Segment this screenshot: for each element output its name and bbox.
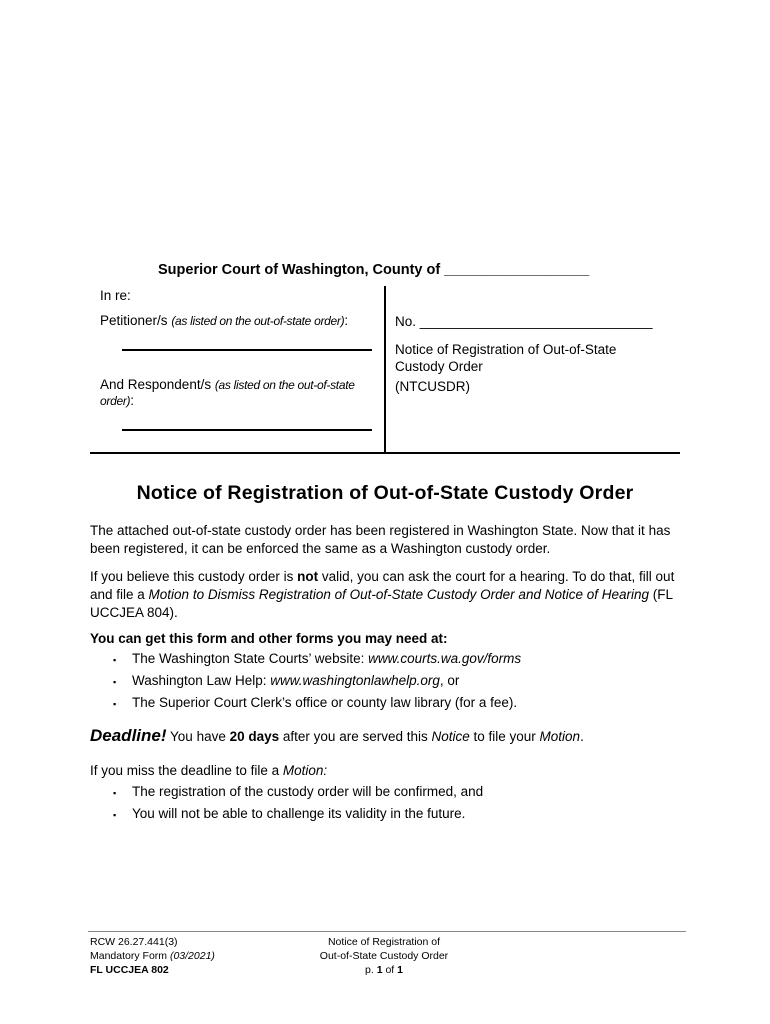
bullet-icon: ▪	[113, 677, 117, 687]
courts-website-link[interactable]: www.courts.wa.gov/forms	[368, 651, 522, 666]
page-current: 1	[376, 964, 383, 976]
list-item-text: The Superior Court Clerk’s office or county law library (for a fee).	[131, 695, 518, 710]
intro-paragraph	[90, 522, 682, 558]
hearing-line-1	[90, 568, 682, 586]
intro-line-1: The attached out-of-state custody order has been registered in Washington State. Now that it has	[90, 523, 671, 538]
motion-form-title: Motion to Dismiss Registration of Out-of-State Custody Order and Notice of Hearing	[148, 587, 650, 602]
intro-line-2: been registered, it can be enforced the same as a Washington custody order.	[90, 541, 551, 556]
deadline-line	[90, 726, 584, 746]
bullet-icon: ▪	[113, 655, 117, 665]
footer-center	[284, 935, 484, 977]
respondent-label: And Respondent/s	[100, 377, 212, 392]
list-item	[113, 806, 465, 821]
deadline-notice: Notice	[431, 729, 470, 744]
respondent-colon: :	[130, 393, 134, 408]
hearing-paragraph	[90, 568, 682, 622]
list-item-text: Washington Law Help:	[131, 673, 271, 688]
document-code: (NTCUSDR)	[395, 379, 470, 394]
respondent-note-2: order)	[100, 394, 131, 408]
footer-mandatory-label: Mandatory Form	[90, 950, 170, 962]
respondent-note-line-2	[100, 393, 134, 408]
list-item-text: The Washington State Courts’ website:	[131, 651, 369, 666]
deadline-text-e: to file your	[469, 729, 540, 744]
footer-doc-name-2: Out-of-State Custody Order	[319, 950, 449, 962]
deadline-label: Deadline!	[90, 726, 167, 745]
petitioner-note: (as listed on the out-of-state order)	[171, 314, 345, 328]
document-name-line-2: Custody Order	[395, 359, 483, 374]
hearing-text-e: (FL	[649, 587, 674, 602]
list-item	[113, 784, 483, 799]
forms-heading: You can get this form and other forms you may need at:	[90, 631, 448, 646]
hearing-text-c: valid, you can ask the court for a hearing. To do that, fill out	[318, 569, 675, 584]
footer-doc-name-1: Notice of Registration of	[327, 936, 441, 948]
hearing-text-d: and file a	[90, 587, 149, 602]
lawhelp-website-link[interactable]: www.washingtonlawhelp.org	[270, 673, 440, 688]
deadline-period: .	[580, 729, 584, 744]
deadline-motion: Motion	[539, 729, 581, 744]
list-item-text: You will not be able to challenge its validity in the future.	[131, 806, 466, 821]
bullet-icon: ▪	[113, 810, 117, 820]
hearing-text-a: If you believe this custody order is	[90, 569, 298, 584]
caption-vertical-divider	[384, 286, 386, 453]
footer-mandatory	[90, 949, 215, 963]
miss-deadline-intro	[90, 763, 327, 778]
miss-text-a: If you miss the deadline to file a	[90, 763, 283, 778]
page-total: 1	[397, 964, 403, 976]
page-prefix: p.	[365, 964, 377, 976]
list-item-suffix: , or	[439, 673, 460, 688]
hearing-text-not: not	[297, 569, 319, 584]
respondent-name-line[interactable]	[122, 429, 372, 431]
footer-left	[90, 935, 215, 977]
petitioner-colon: :	[344, 313, 349, 328]
document-name-line-1: Notice of Registration of Out-of-State	[395, 342, 617, 357]
page-title: Notice of Registration of Out-of-State Custody Order	[136, 482, 634, 504]
court-heading: Superior Court of Washington, County of __________________	[158, 262, 590, 278]
list-item	[113, 651, 521, 666]
list-item-text: The registration of the custody order will be confirmed, and	[131, 784, 484, 799]
case-number-field[interactable]: No. _______________________________	[395, 314, 653, 329]
miss-text-motion: Motion:	[282, 763, 328, 778]
deadline-days: 20 days	[229, 729, 280, 744]
petitioner-name-line[interactable]	[122, 349, 372, 351]
hearing-line-3: UCCJEA 804).	[90, 605, 178, 620]
list-item	[113, 695, 517, 710]
deadline-text-a: You have	[166, 729, 230, 744]
petitioner-label-line	[100, 313, 348, 328]
hearing-line-2	[90, 586, 682, 604]
page-of: of	[382, 964, 398, 976]
respondent-note-1: (as listed on the out-of-state	[214, 378, 355, 392]
caption-bottom-rule	[90, 452, 680, 454]
bullet-icon: ▪	[113, 699, 117, 709]
bullet-icon: ▪	[113, 788, 117, 798]
list-item	[113, 673, 459, 688]
deadline-text-c: after you are served this	[279, 729, 432, 744]
footer-page-number	[284, 963, 484, 977]
in-re-label: In re:	[100, 288, 131, 303]
footer-form-number: FL UCCJEA 802	[90, 964, 169, 976]
footer-form-date: (03/2021)	[169, 950, 215, 962]
footer-statute: RCW 26.27.441(3)	[90, 936, 178, 948]
respondent-label-line	[100, 377, 355, 392]
footer-rule	[88, 931, 686, 932]
petitioner-label: Petitioner/s	[100, 313, 168, 328]
